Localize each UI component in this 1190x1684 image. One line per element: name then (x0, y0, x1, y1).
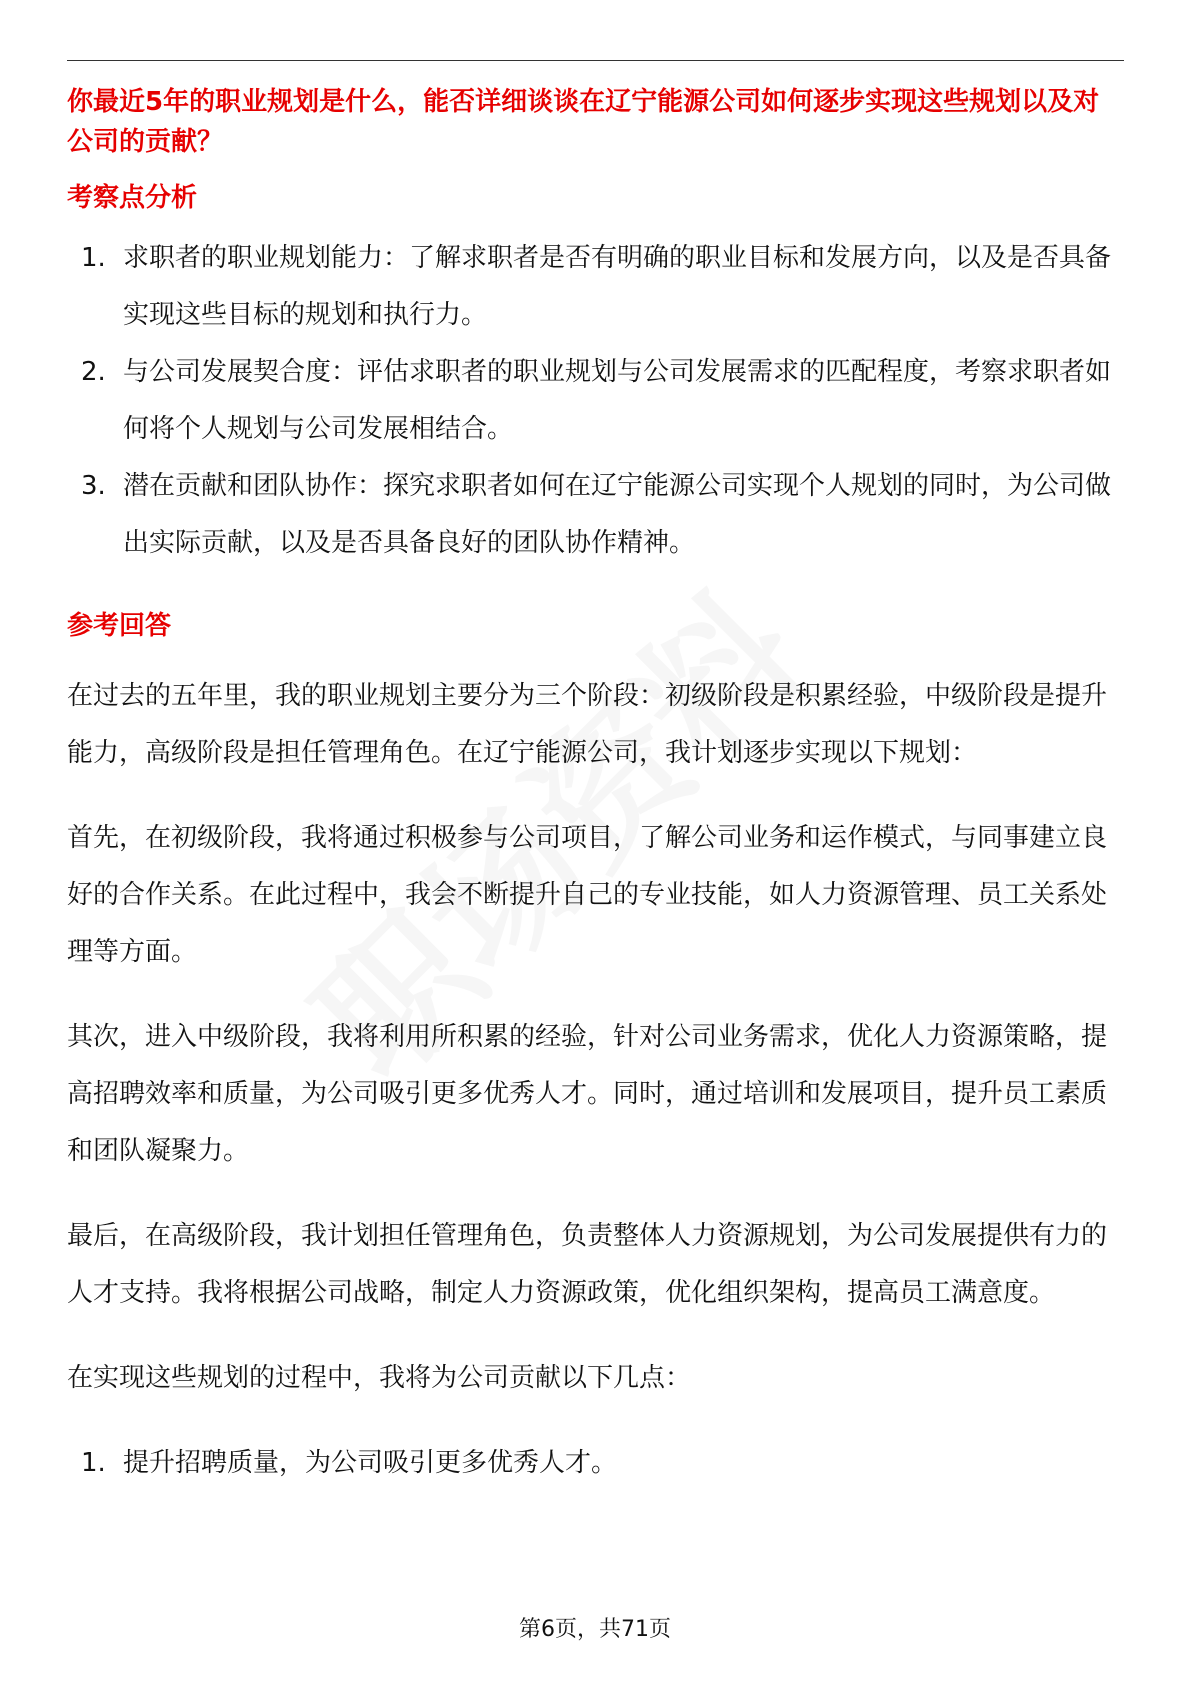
list-text: 与公司发展契合度：评估求职者的职业规划与公司发展需求的匹配程度，考察求职者如何将个人规划与公司发展相结合。 (123, 357, 1112, 444)
answer-paragraph: 在实现这些规划的过程中，我将为公司贡献以下几点： (67, 1363, 692, 1393)
answer-paragraph: 首先，在初级阶段，我将通过积极参与公司项目，了解公司业务和运作模式，与同事建立良好的合作关系。在此过程中，我会不断提升自己的专业技能，如人力资源管理、员工关系处理等方面。 (67, 823, 1108, 967)
document-page (67, 82, 1124, 1492)
header-rule (67, 60, 1124, 61)
list-text: 提升招聘质量，为公司吸引更多优秀人才。 (123, 1448, 618, 1478)
question-title: 你最近5年的职业规划是什么，能否详细谈谈在辽宁能源公司如何逐步实现这些规划以及对公司的贡献？ (67, 87, 1100, 157)
list-number: 2. (81, 357, 106, 387)
answer-paragraph: 最后，在高级阶段，我计划担任管理角色，负责整体人力资源规划，为公司发展提供有力的人才支持。我将根据公司战略，制定人力资源政策，优化组织架构，提高员工满意度。 (67, 1221, 1108, 1308)
list-item (67, 1435, 1124, 1492)
list-number: 3. (81, 471, 106, 501)
contribution-list (67, 1435, 1124, 1492)
answer-paragraph: 其次，进入中级阶段，我将利用所积累的经验，针对公司业务需求，优化人力资源策略，提高招聘效率和质量，为公司吸引更多优秀人才。同时，通过培训和发展项目，提升员工素质和团队凝聚力。 (67, 1022, 1108, 1166)
analysis-heading: 考察点分析 (67, 183, 198, 213)
list-number: 1. (81, 243, 106, 273)
page-number: 第6页，共71页 (519, 1617, 671, 1642)
list-text: 求职者的职业规划能力：了解求职者是否有明确的职业目标和发展方向，以及是否具备实现这些目标的规划和执行力。 (123, 243, 1112, 330)
list-text: 潜在贡献和团队协作：探究求职者如何在辽宁能源公司实现个人规划的同时，为公司做出实际贡献，以及是否具备良好的团队协作精神。 (123, 471, 1112, 558)
list-item (67, 230, 1124, 344)
answer-paragraph: 在过去的五年里，我的职业规划主要分为三个阶段：初级阶段是积累经验，中级阶段是提升能力，高级阶段是担任管理角色。在辽宁能源公司，我计划逐步实现以下规划： (67, 681, 1108, 768)
analysis-list (67, 230, 1124, 572)
answer-body (67, 668, 1124, 1407)
list-item (67, 458, 1124, 572)
answer-heading: 参考回答 (67, 611, 172, 641)
list-number: 1. (81, 1448, 106, 1478)
list-item (67, 344, 1124, 458)
